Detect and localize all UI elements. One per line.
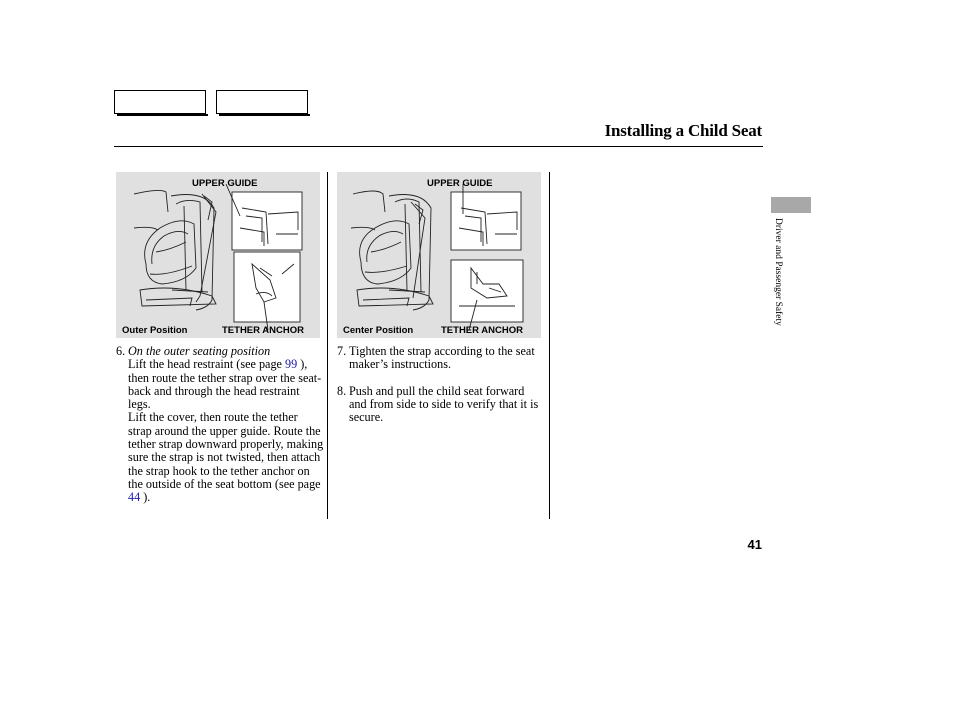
step-7 — [337, 345, 543, 372]
step-paragraph — [128, 358, 324, 411]
page-link-44[interactable]: 44 — [128, 490, 141, 505]
section-tab-label — [771, 218, 785, 358]
step-text: ), then route the tether strap over the seat-back and through the head restraint legs. — [128, 357, 322, 412]
position-label: Center Position — [343, 325, 414, 336]
section-title: Installing a Child Seat — [604, 121, 762, 140]
step-number: 6. — [116, 344, 126, 358]
page-link-99[interactable]: 99 — [285, 357, 298, 372]
child-seat-illustration — [337, 172, 541, 338]
figure-outer-position — [116, 172, 320, 338]
step-number: 8. — [337, 383, 347, 398]
step-paragraph — [128, 411, 324, 504]
tether-anchor-label: TETHER ANCHOR — [222, 325, 304, 336]
step-8 — [337, 385, 543, 425]
position-label: Outer Position — [122, 325, 188, 336]
step-text: Lift the head restraint (see page — [128, 357, 282, 372]
figure-center-position — [337, 172, 541, 338]
tether-anchor-label: TETHER ANCHOR — [441, 325, 523, 336]
section-tab-marker[interactable] — [771, 197, 811, 213]
section-tab-text: Driver and Passenger Safety — [773, 218, 783, 326]
step-text: Tighten the strap according to the seat maker’s instructions. — [349, 344, 535, 372]
upper-guide-label: UPPER GUIDE — [192, 178, 258, 189]
page-number: 41 — [747, 537, 762, 552]
nav-button-index[interactable] — [216, 90, 308, 114]
instructions-column-left — [116, 345, 324, 505]
step-number: 7. — [337, 344, 347, 358]
step-text: Push and pull the child seat forward and from side to side to verify that it is secure. — [349, 383, 539, 425]
upper-guide-label: UPPER GUIDE — [427, 178, 493, 189]
instructions-column-middle — [337, 345, 543, 424]
nav-button-contents[interactable] — [114, 90, 206, 114]
header-rule — [114, 146, 763, 147]
step-6 — [116, 345, 324, 505]
step-text: Lift the cover, then route the tether strap around the upper guide. Route the tether strap downward properly, making sure the strap is not twisted, then attach the strap hook to the tether anchor on the outside of the seat bottom (see page — [128, 410, 324, 491]
step-text: ). — [143, 490, 151, 505]
column-divider — [549, 172, 550, 519]
step-heading: On the outer seating position — [128, 344, 271, 358]
column-divider — [327, 172, 328, 519]
child-seat-illustration — [116, 172, 320, 338]
